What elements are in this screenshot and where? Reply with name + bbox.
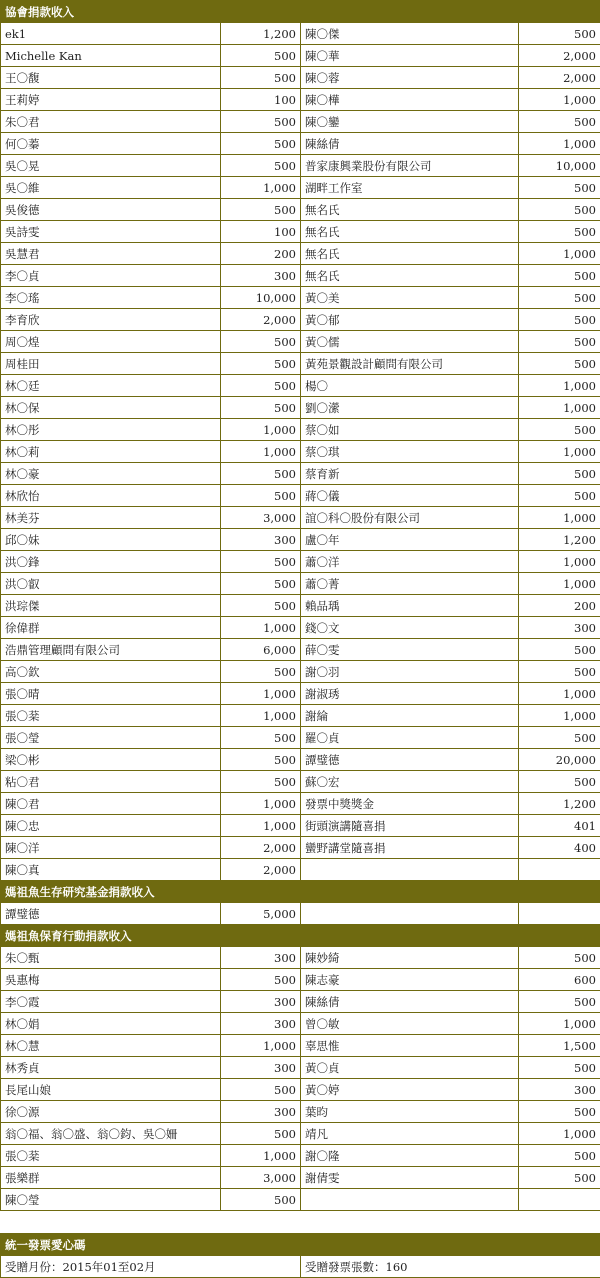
donation-amount: 100 xyxy=(221,89,301,111)
donor-name: 蘇〇宏 xyxy=(301,771,519,793)
table-row xyxy=(1,1101,600,1123)
donor-name: 林美芬 xyxy=(1,507,221,529)
donation-amount: 1,000 xyxy=(221,793,301,815)
table-row xyxy=(1,947,600,969)
table-row xyxy=(1,331,600,353)
donation-amount: 1,500 xyxy=(519,1035,600,1057)
donor-name: 錢〇文 xyxy=(301,617,519,639)
donation-amount: 500 xyxy=(221,661,301,683)
donor-name: 譚璧德 xyxy=(1,903,221,925)
section-title: 媽祖魚生存研究基金捐款收入 xyxy=(1,881,600,903)
table-row xyxy=(1,1123,600,1145)
donor-name: 謝倩雯 xyxy=(301,1167,519,1189)
donor-name: 陳〇傑 xyxy=(301,23,519,45)
donor-name: 陳〇樺 xyxy=(301,89,519,111)
donation-amount: 2,000 xyxy=(221,859,301,881)
donation-amount: 1,000 xyxy=(519,683,600,705)
section-title: 媽祖魚保育行動捐款收入 xyxy=(1,925,600,947)
donor-name: 賴品瑀 xyxy=(301,595,519,617)
donor-name: 陳〇洋 xyxy=(1,837,221,859)
donor-name: 黃〇儒 xyxy=(301,331,519,353)
donation-amount: 500 xyxy=(519,199,600,221)
table-row xyxy=(1,133,600,155)
table-row xyxy=(1,111,600,133)
donor-name: 林〇廷 xyxy=(1,375,221,397)
donation-amount: 500 xyxy=(221,397,301,419)
donor-name: 吳詩雯 xyxy=(1,221,221,243)
table-row xyxy=(1,1035,600,1057)
donation-amount: 500 xyxy=(519,727,600,749)
donor-name: 陳〇真 xyxy=(1,859,221,881)
donation-amount: 1,000 xyxy=(519,89,600,111)
table-row xyxy=(1,639,600,661)
donation-amount: 500 xyxy=(519,309,600,331)
donation-amount: 1,000 xyxy=(221,441,301,463)
donor-name: 黃〇貞 xyxy=(301,1057,519,1079)
footer-block xyxy=(0,1233,600,1278)
table-row xyxy=(1,969,600,991)
donor-name: 周桂田 xyxy=(1,353,221,375)
donor-name: 謝淑琇 xyxy=(301,683,519,705)
donation-amount: 1,000 xyxy=(519,551,600,573)
table-row xyxy=(1,375,600,397)
table-row xyxy=(1,617,600,639)
donor-name: Michelle Kan xyxy=(1,45,221,67)
donation-amount: 500 xyxy=(519,485,600,507)
donor-name: 陳〇忠 xyxy=(1,815,221,837)
donor-name: 陳〇瑩 xyxy=(1,1189,221,1211)
donation-amount: 200 xyxy=(221,243,301,265)
donation-amount: 500 xyxy=(221,353,301,375)
donation-amount: 1,000 xyxy=(221,1145,301,1167)
donor-name: 吳俊德 xyxy=(1,199,221,221)
donor-name: 無名氏 xyxy=(301,265,519,287)
donation-amount: 500 xyxy=(519,661,600,683)
donor-name: 蠻野講堂隨喜捐 xyxy=(301,837,519,859)
donor-name: 林〇莉 xyxy=(1,441,221,463)
table-row xyxy=(1,727,600,749)
donation-amount: 500 xyxy=(221,67,301,89)
donor-name: 林〇娟 xyxy=(1,1013,221,1035)
donor-name: 長尾山娘 xyxy=(1,1079,221,1101)
table-row xyxy=(1,155,600,177)
donation-amount: 100 xyxy=(221,221,301,243)
table-row xyxy=(1,419,600,441)
donor-name: 張樂群 xyxy=(1,1167,221,1189)
donor-name: 梁〇彬 xyxy=(1,749,221,771)
donation-amount: 500 xyxy=(519,1057,600,1079)
donation-amount: 1,000 xyxy=(519,507,600,529)
donation-amount: 500 xyxy=(519,1167,600,1189)
donation-amount: 500 xyxy=(221,727,301,749)
donor-name: 發票中獎獎金 xyxy=(301,793,519,815)
donation-amount: 1,000 xyxy=(221,1035,301,1057)
donor-name: 蔣〇儀 xyxy=(301,485,519,507)
donor-name: 無名氏 xyxy=(301,199,519,221)
table-row xyxy=(1,265,600,287)
donor-name: 翁〇福、翁〇盛、翁〇鈞、吳〇姍 xyxy=(1,1123,221,1145)
table-row xyxy=(1,837,600,859)
donation-amount: 500 xyxy=(221,771,301,793)
donation-amount: 500 xyxy=(221,595,301,617)
donor-name: 蔡〇如 xyxy=(301,419,519,441)
donation-amount: 1,000 xyxy=(519,375,600,397)
table-row xyxy=(1,903,600,925)
table-row xyxy=(1,507,600,529)
donation-amount: 500 xyxy=(519,331,600,353)
donation-amount: 300 xyxy=(221,1013,301,1035)
donor-name: 浩鼎管理顧問有限公司 xyxy=(1,639,221,661)
donation-amount: 500 xyxy=(221,1189,301,1211)
donation-amount: 500 xyxy=(519,353,600,375)
donor-name: 徐偉群 xyxy=(1,617,221,639)
donor-name: 粘〇君 xyxy=(1,771,221,793)
table-row xyxy=(1,221,600,243)
donation-amount: 500 xyxy=(519,23,600,45)
section-title: 協會捐款收入 xyxy=(1,1,600,23)
donor-name: 陳絲倩 xyxy=(301,133,519,155)
donor-name: 曾〇敏 xyxy=(301,1013,519,1035)
donation-amount: 300 xyxy=(221,529,301,551)
donor-name: 盧〇年 xyxy=(301,529,519,551)
donation-amount: 500 xyxy=(221,551,301,573)
donation-amount xyxy=(519,1189,600,1211)
donation-amount: 500 xyxy=(519,177,600,199)
donor-name: 李〇瑤 xyxy=(1,287,221,309)
table-row xyxy=(1,1057,600,1079)
donor-name: 李〇貞 xyxy=(1,265,221,287)
donor-name: 陳志豪 xyxy=(301,969,519,991)
donation-amount: 1,000 xyxy=(519,133,600,155)
donation-amount: 500 xyxy=(519,265,600,287)
donor-name: 普家康興業股份有限公司 xyxy=(301,155,519,177)
donor-name: 洪〇鋒 xyxy=(1,551,221,573)
donor-name: 吳慧君 xyxy=(1,243,221,265)
donor-name: 謝〇羽 xyxy=(301,661,519,683)
donor-name: 無名氏 xyxy=(301,243,519,265)
donor-name: 楊〇 xyxy=(301,375,519,397)
donor-name: 謝綸 xyxy=(301,705,519,727)
donation-amount: 500 xyxy=(221,1123,301,1145)
donor-name xyxy=(301,859,519,881)
table-row xyxy=(1,1145,600,1167)
table-row xyxy=(1,309,600,331)
donor-name: 林欣怡 xyxy=(1,485,221,507)
donor-name: 吳〇晃 xyxy=(1,155,221,177)
donor-name: 辜思惟 xyxy=(301,1035,519,1057)
table-row xyxy=(1,1167,600,1189)
donation-amount: 300 xyxy=(221,991,301,1013)
donation-amount: 400 xyxy=(519,837,600,859)
donation-amount: 1,000 xyxy=(519,397,600,419)
donation-amount: 6,000 xyxy=(221,639,301,661)
footer-count: 受贈發票張數：160 xyxy=(301,1256,600,1278)
donor-name: 周〇煌 xyxy=(1,331,221,353)
donation-amount: 500 xyxy=(221,749,301,771)
table-row xyxy=(1,529,600,551)
donation-amount: 500 xyxy=(221,463,301,485)
donation-amount: 300 xyxy=(519,1079,600,1101)
table-row xyxy=(1,67,600,89)
donor-name: 張〇棻 xyxy=(1,1145,221,1167)
section-header xyxy=(1,881,600,903)
table-row xyxy=(1,815,600,837)
donation-amount: 500 xyxy=(221,331,301,353)
donor-name: 靖凡 xyxy=(301,1123,519,1145)
donor-name: 陳〇君 xyxy=(1,793,221,815)
donation-amount: 500 xyxy=(519,1101,600,1123)
donation-amount: 2,000 xyxy=(221,309,301,331)
donor-name: 邱〇妹 xyxy=(1,529,221,551)
donor-name: 朱〇甄 xyxy=(1,947,221,969)
donation-amount: 1,000 xyxy=(221,617,301,639)
donation-amount: 500 xyxy=(221,155,301,177)
donor-name: 何〇蓁 xyxy=(1,133,221,155)
donation-amount: 1,200 xyxy=(221,23,301,45)
donor-name: 陳絲倩 xyxy=(301,991,519,1013)
donation-amount: 2,000 xyxy=(519,45,600,67)
donor-name: 陳〇鑾 xyxy=(301,111,519,133)
donation-amount: 2,000 xyxy=(519,67,600,89)
donor-name: 林〇慧 xyxy=(1,1035,221,1057)
donor-name: 李育欣 xyxy=(1,309,221,331)
donation-amount: 1,000 xyxy=(519,441,600,463)
donor-name: 洪琮傑 xyxy=(1,595,221,617)
donor-name: 街頭演講隨喜捐 xyxy=(301,815,519,837)
donor-name: 徐〇源 xyxy=(1,1101,221,1123)
donation-amount: 500 xyxy=(221,1079,301,1101)
donation-amount: 500 xyxy=(519,639,600,661)
donation-amount: 500 xyxy=(221,133,301,155)
donation-amount: 1,000 xyxy=(519,573,600,595)
table-row xyxy=(1,1013,600,1035)
table-row xyxy=(1,45,600,67)
donor-name: 薛〇雯 xyxy=(301,639,519,661)
table-row xyxy=(1,793,600,815)
donor-name: 蔡〇琪 xyxy=(301,441,519,463)
table-row xyxy=(1,1189,600,1211)
donation-amount: 500 xyxy=(519,419,600,441)
donation-amount: 1,000 xyxy=(221,815,301,837)
donation-amount: 5,000 xyxy=(221,903,301,925)
donor-name: 洪〇叡 xyxy=(1,573,221,595)
donation-amount: 500 xyxy=(519,463,600,485)
table-row xyxy=(1,463,600,485)
donation-amount: 3,000 xyxy=(221,507,301,529)
table-row xyxy=(1,991,600,1013)
table-row xyxy=(1,771,600,793)
table-row xyxy=(1,397,600,419)
table-row xyxy=(1,859,600,881)
donor-name: 蕭〇洋 xyxy=(301,551,519,573)
donor-name xyxy=(301,1189,519,1211)
donation-amount: 500 xyxy=(519,221,600,243)
donation-amount: 1,200 xyxy=(519,793,600,815)
donation-amount: 300 xyxy=(221,265,301,287)
donation-amount: 500 xyxy=(221,111,301,133)
donation-amount: 1,000 xyxy=(519,705,600,727)
table-row xyxy=(1,199,600,221)
donation-amount: 500 xyxy=(519,1145,600,1167)
donor-name: 葉昀 xyxy=(301,1101,519,1123)
table-row xyxy=(1,89,600,111)
section-header xyxy=(1,925,600,947)
donor-name: 湖畔工作室 xyxy=(301,177,519,199)
donor-name: 王〇馥 xyxy=(1,67,221,89)
table-row xyxy=(1,573,600,595)
table-row xyxy=(1,705,600,727)
donor-name: 劉〇瀠 xyxy=(301,397,519,419)
donor-name: 蔡育新 xyxy=(301,463,519,485)
donation-amount: 2,000 xyxy=(221,837,301,859)
donor-name: 陳〇華 xyxy=(301,45,519,67)
donation-amount xyxy=(519,859,600,881)
donor-name: 陳妙綺 xyxy=(301,947,519,969)
table-row xyxy=(1,353,600,375)
donor-name: 高〇欽 xyxy=(1,661,221,683)
donation-amount: 1,200 xyxy=(519,529,600,551)
donor-name: 吳惠梅 xyxy=(1,969,221,991)
footer-title: 統一發票愛心碼 xyxy=(1,1234,600,1256)
donor-name: 陳〇蓉 xyxy=(301,67,519,89)
donor-name: 吳〇維 xyxy=(1,177,221,199)
donor-name: 林〇保 xyxy=(1,397,221,419)
donor-name: 誼〇科〇股份有限公司 xyxy=(301,507,519,529)
donation-amount: 10,000 xyxy=(221,287,301,309)
donor-name: 林〇彤 xyxy=(1,419,221,441)
section-header xyxy=(1,1,600,23)
donor-name: 黃〇婷 xyxy=(301,1079,519,1101)
donor-name: 張〇晴 xyxy=(1,683,221,705)
donor-name: 朱〇君 xyxy=(1,111,221,133)
donation-amount xyxy=(519,903,600,925)
donation-amount: 500 xyxy=(221,199,301,221)
donor-name: 張〇瑩 xyxy=(1,727,221,749)
donor-name: 王莉婷 xyxy=(1,89,221,111)
table-row xyxy=(1,551,600,573)
donation-amount: 1,000 xyxy=(519,243,600,265)
donation-amount: 1,000 xyxy=(221,419,301,441)
donation-amount: 500 xyxy=(221,45,301,67)
donor-name: 羅〇貞 xyxy=(301,727,519,749)
donation-amount: 1,000 xyxy=(221,683,301,705)
donor-name: 張〇棻 xyxy=(1,705,221,727)
donation-amount: 500 xyxy=(519,991,600,1013)
donation-amount: 1,000 xyxy=(519,1123,600,1145)
donation-amount: 3,000 xyxy=(221,1167,301,1189)
donor-name xyxy=(301,903,519,925)
table-row xyxy=(1,683,600,705)
donation-amount: 500 xyxy=(519,947,600,969)
donor-name: 林〇豪 xyxy=(1,463,221,485)
table-row xyxy=(1,661,600,683)
table-row xyxy=(1,749,600,771)
donation-amount: 401 xyxy=(519,815,600,837)
table-row xyxy=(1,485,600,507)
donor-name: 林秀貞 xyxy=(1,1057,221,1079)
footer-period: 受贈月份：2015年01至02月 xyxy=(1,1256,301,1278)
donation-amount: 200 xyxy=(519,595,600,617)
donor-name: 李〇霞 xyxy=(1,991,221,1013)
donation-amount: 20,000 xyxy=(519,749,600,771)
donation-amount: 500 xyxy=(519,287,600,309)
donation-amount: 1,000 xyxy=(221,177,301,199)
table-row xyxy=(1,243,600,265)
table-row xyxy=(1,595,600,617)
donation-amount: 1,000 xyxy=(221,705,301,727)
donor-name: 謝〇隆 xyxy=(301,1145,519,1167)
donor-name: 黃苑景觀設計顧問有限公司 xyxy=(301,353,519,375)
table-row xyxy=(1,177,600,199)
donor-name: 黃〇美 xyxy=(301,287,519,309)
donor-name: 譚璧德 xyxy=(301,749,519,771)
donation-amount: 300 xyxy=(519,617,600,639)
table-row xyxy=(1,287,600,309)
donor-name: 黃〇郁 xyxy=(301,309,519,331)
donation-amount: 300 xyxy=(221,947,301,969)
table-row xyxy=(1,1079,600,1101)
donation-amount: 300 xyxy=(221,1101,301,1123)
donation-amount: 500 xyxy=(519,771,600,793)
donation-amount: 500 xyxy=(221,485,301,507)
donation-amount: 600 xyxy=(519,969,600,991)
donation-amount: 500 xyxy=(221,375,301,397)
donation-amount: 500 xyxy=(519,111,600,133)
donation-amount: 500 xyxy=(221,573,301,595)
donor-name: ek1 xyxy=(1,23,221,45)
table-row xyxy=(1,441,600,463)
donation-amount: 500 xyxy=(221,969,301,991)
donation-amount: 10,000 xyxy=(519,155,600,177)
donation-amount: 1,000 xyxy=(519,1013,600,1035)
donor-name: 無名氏 xyxy=(301,221,519,243)
donor-name: 蕭〇菁 xyxy=(301,573,519,595)
donation-amount: 300 xyxy=(221,1057,301,1079)
table-row xyxy=(1,23,600,45)
